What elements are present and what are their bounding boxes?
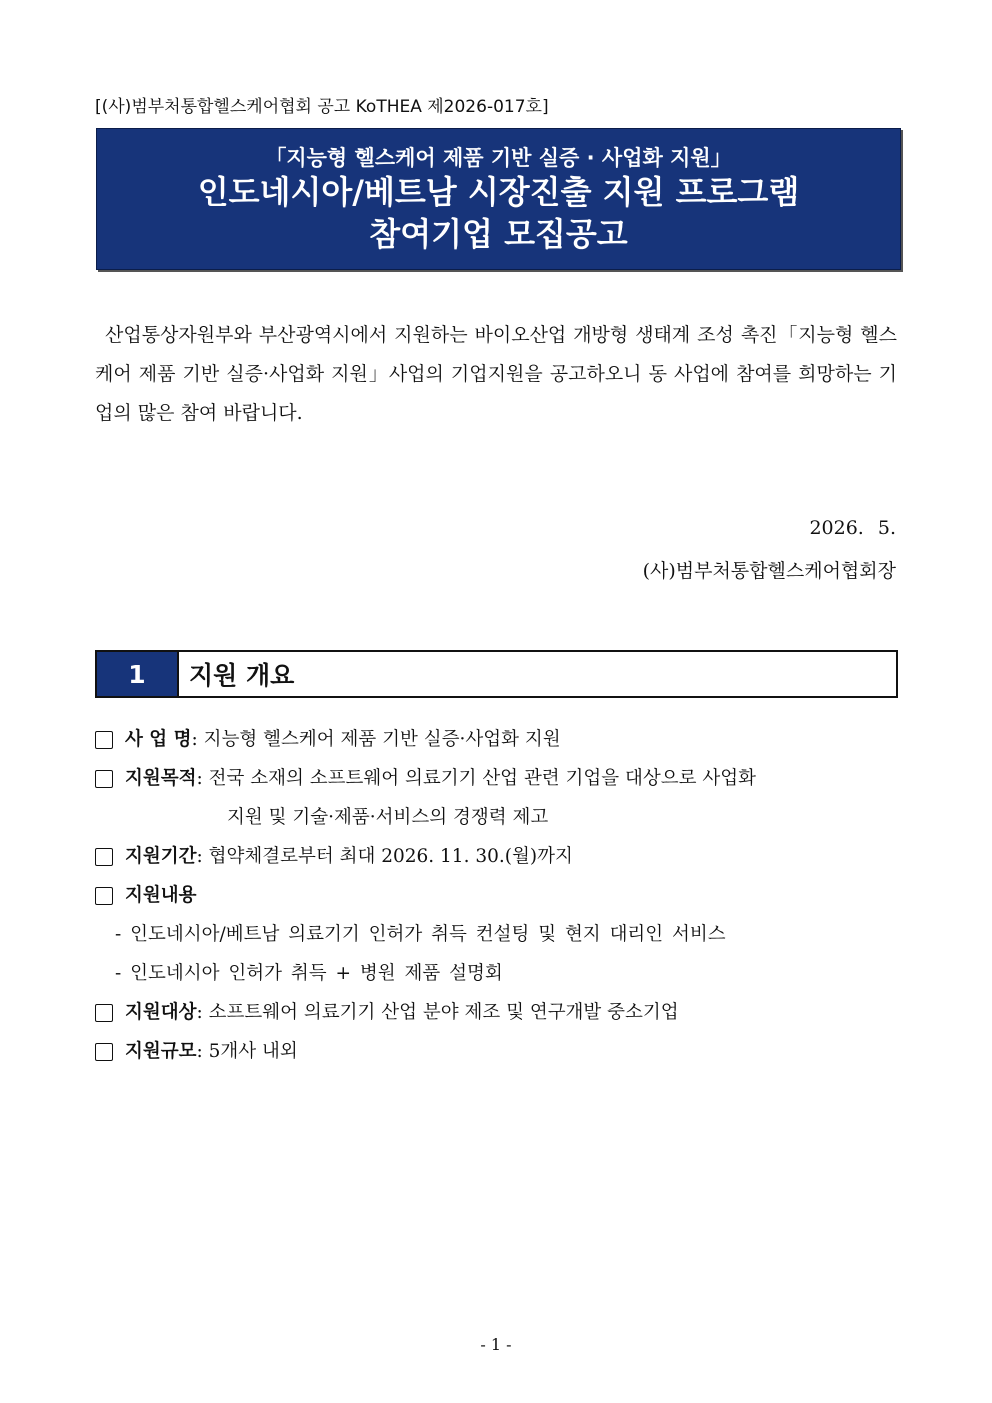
item-label: 지원기간 bbox=[125, 846, 197, 867]
checkbox-square-icon bbox=[95, 1004, 113, 1022]
announcement-date: 2026. 5. bbox=[809, 517, 896, 539]
section-title: 지원 개요 bbox=[189, 661, 295, 690]
intro-paragraph: 산업통상자원부와 부산광역시에서 지원하는 바이오산업 개방형 생태계 조성 촉진「지능형 헬스케어 제품 기반 실증·사업화 지원」사업의 기업지원을 공고하오니 동 사업에 참여를 희망하는 기업의 많은 참여 바랍니다. bbox=[95, 324, 897, 424]
program-subtitle: 「지능형 헬스케어 제품 기반 실증 · 사업화 지원」 bbox=[265, 146, 732, 170]
title-banner bbox=[96, 128, 901, 270]
list-item-scale bbox=[95, 1032, 897, 1071]
item-value: : 소프트웨어 의료기기 산업 분야 제조 및 연구개발 중소기업 bbox=[196, 1002, 679, 1023]
item-value: : 지능형 헬스케어 제품 기반 실증·사업화 지원 bbox=[191, 729, 561, 750]
sub-item: - 인도네시아/베트남 의료기기 인허가 취득 컨설팅 및 현지 대리인 서비스 bbox=[115, 924, 726, 945]
list-item-target bbox=[95, 993, 897, 1032]
checkbox-square-icon bbox=[95, 770, 113, 788]
item-label: 지원목적 bbox=[125, 768, 197, 789]
item-label: 지원내용 bbox=[125, 885, 197, 906]
issuing-organization: (사)범부처통합헬스케어협회장 bbox=[642, 560, 896, 582]
notice-number: [(사)범부처통합헬스케어협회 공고 KoTHEA 제2026-017호] bbox=[95, 97, 549, 117]
list-item-project-name bbox=[95, 720, 897, 759]
overview-list bbox=[95, 720, 897, 1071]
item-value: : 협약체결로부터 최대 2026. 11. 30.(월)까지 bbox=[196, 846, 573, 867]
section-header bbox=[95, 650, 898, 698]
item-label: 지원대상 bbox=[125, 1002, 197, 1023]
checkbox-square-icon bbox=[95, 1043, 113, 1061]
item-label: 사 업 명 bbox=[125, 729, 192, 750]
checkbox-square-icon bbox=[95, 731, 113, 749]
item-value-continuation: 지원 및 기술·제품·서비스의 경쟁력 제고 bbox=[227, 807, 549, 828]
checkbox-square-icon bbox=[95, 848, 113, 866]
page-title-line1: 인도네시아/베트남 시장진출 지원 프로그램 bbox=[197, 173, 800, 211]
item-label: 지원규모 bbox=[125, 1041, 197, 1062]
page-title-line2: 참여기업 모집공고 bbox=[369, 215, 628, 253]
page-number: - 1 - bbox=[480, 1335, 512, 1354]
item-value: : 전국 소재의 소프트웨어 의료기기 산업 관련 기업을 대상으로 사업화 bbox=[196, 768, 757, 789]
sub-item: - 인도네시아 인허가 취득 + 병원 제품 설명회 bbox=[115, 963, 503, 984]
list-item-period bbox=[95, 837, 897, 876]
list-item-content bbox=[95, 876, 897, 915]
checkbox-square-icon bbox=[95, 887, 113, 905]
list-item-purpose bbox=[95, 759, 897, 798]
section-number: 1 bbox=[97, 652, 179, 696]
item-value: : 5개사 내외 bbox=[196, 1041, 298, 1062]
